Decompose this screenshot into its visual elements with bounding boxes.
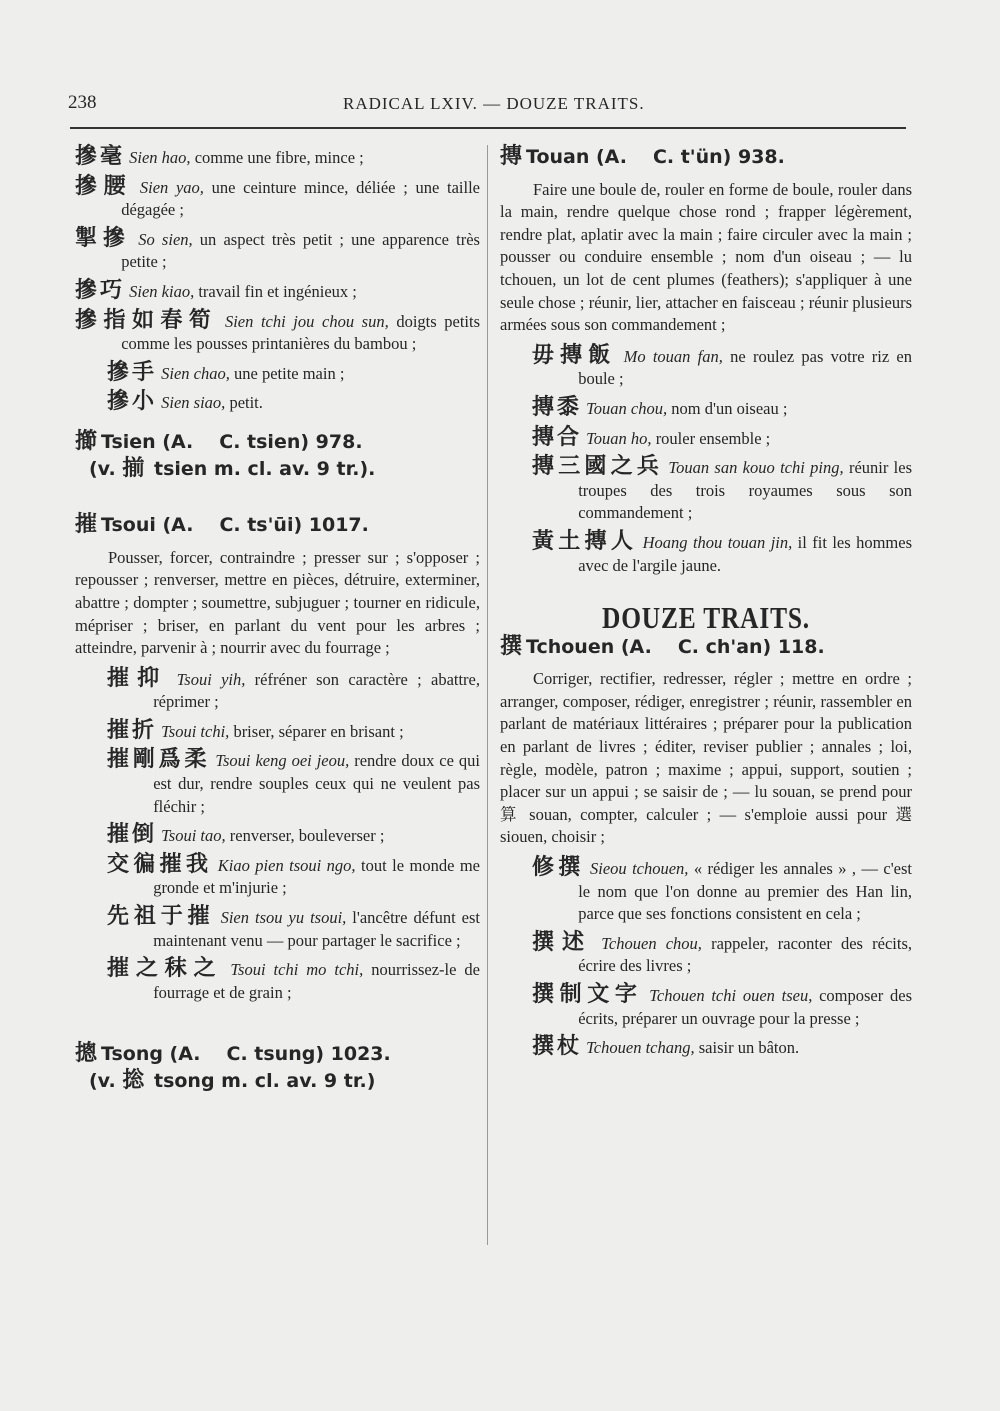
headword-reference: C. t'ün) 938. <box>652 146 785 168</box>
headword-character: 摶 <box>500 144 523 169</box>
example-entry <box>107 749 480 818</box>
translation: petit. <box>225 393 263 413</box>
headword-character: 摧 <box>75 512 98 538</box>
left-column <box>75 140 480 1093</box>
example-entry <box>107 359 480 386</box>
headword-reference: C. ch'an) 118. <box>677 635 825 658</box>
definition-touan: Faire une boule de, rouler en forme de boule, rouler dans la main, rendre quelque chose rond ; frapper légèrement, rendre plat, aplatir avec la main ; faire circuler avec la main ; pousser ou conduire ensemble ; nom d'un oiseau ; — lu tchouen, un lot de cent plumes (feathers); s'appliquer à une seule chose ; réunir, lier, attacher en faisceau ; réunir plusieurs armées sous son commandement ; <box>500 179 912 335</box>
header-rule <box>70 127 906 129</box>
chinese-characters: 摧之秣之 <box>107 956 223 982</box>
translation: travail fin et ingénieux ; <box>194 281 357 301</box>
translation: une petite main ; <box>229 363 345 383</box>
chinese-characters: 摻巧 <box>75 277 126 303</box>
xref-prefix: (v. <box>89 1070 123 1092</box>
headword-title: Tsoui (A. <box>101 514 194 537</box>
translation: nom d'un oiseau ; <box>667 398 788 418</box>
romanization: Touan san kouo tchi ping, <box>668 458 844 478</box>
chinese-characters: 摧倒 <box>107 822 158 848</box>
chinese-characters: 摧抑 <box>107 665 168 691</box>
translation: saisir un bâton. <box>694 1038 800 1058</box>
chinese-characters: 摶黍 <box>532 394 583 420</box>
romanization: Tsoui tao, <box>161 826 226 846</box>
xref-text: tsien m. cl. av. 9 tr.). <box>147 457 376 480</box>
chinese-characters: 摻腰 <box>75 173 133 199</box>
chinese-characters: 摻毫 <box>75 144 126 169</box>
xref-prefix: (v. <box>89 457 123 480</box>
chinese-characters: 摶合 <box>532 424 583 450</box>
translation: comme une fibre, mince ; <box>190 148 364 167</box>
headword-tsien <box>75 428 480 454</box>
chinese-characters: 修撰 <box>532 855 585 881</box>
section-title: DOUZE TRAITS. <box>602 600 810 636</box>
translation: ne roulez pas votre riz en boule ; <box>578 346 913 389</box>
translation: réunir les troupes des trois royaumes sous son commandement ; <box>578 458 913 523</box>
chinese-characters: 摧剛爲柔 <box>107 747 211 773</box>
headword-tchouen <box>500 633 912 659</box>
example-entry <box>75 173 480 222</box>
example-entry <box>107 717 480 744</box>
headword-title: Tsong (A. <box>101 1043 201 1066</box>
romanization: Sien tchi jou chou sun, <box>224 311 389 331</box>
romanization: Sien yao, <box>139 177 204 197</box>
headword-character: 摠 <box>75 1041 98 1067</box>
romanization: Tsoui tchi, <box>161 721 230 741</box>
translation: « rédiger les annales » , — c'est le nom que l'on donne au premier des Han lin, parce que ses fonctions consistent en cela ; <box>578 859 913 924</box>
headword-reference: C. ts'ūi) 1017. <box>219 514 369 537</box>
example-entry <box>75 225 480 274</box>
translation: il fit les hommes avec de l'argile jaune. <box>578 532 912 575</box>
romanization: Sien hao, <box>129 148 191 167</box>
example-entry <box>532 342 913 391</box>
chinese-characters: 掣摻 <box>75 225 132 251</box>
example-entry <box>532 394 912 421</box>
headword-title: Tsien (A. <box>101 430 194 453</box>
romanization: Tchouen tchi ouen tseu, <box>649 986 813 1005</box>
example-entry <box>532 1036 912 1060</box>
headword-title: Tchouen (A. <box>526 635 652 658</box>
romanization: Sien siao, <box>161 393 226 413</box>
chinese-characters: 撰杖 <box>532 1034 583 1060</box>
chinese-characters: 摶三國之兵 <box>532 454 664 480</box>
translation: réfréner son caractère ; abattre, réprimer ; <box>153 669 481 712</box>
headword-character: 撰 <box>500 633 523 659</box>
xref-text: tsong m. cl. av. 9 tr.) <box>147 1070 376 1092</box>
example-entry <box>107 391 480 415</box>
chinese-characters: 撰述 <box>532 929 593 955</box>
chinese-characters: 摻小 <box>107 389 158 415</box>
headword-character: 擳 <box>75 428 98 454</box>
column-divider <box>487 145 488 1245</box>
headword-tsong <box>75 1043 480 1066</box>
translation: rouler ensemble ; <box>651 428 771 448</box>
example-entry <box>107 665 481 714</box>
romanization: Tchouen chou, <box>601 933 702 953</box>
translation: renverser, bouleverser ; <box>225 826 385 846</box>
headword-title: Touan (A. <box>526 146 627 168</box>
cross-reference <box>89 455 480 481</box>
headword-tsoui <box>75 514 480 537</box>
example-entry <box>107 906 480 952</box>
romanization: Sien kiao, <box>129 281 195 301</box>
definition-tsoui: Pousser, forcer, contraindre ; presser sur ; s'opposer ; repousser ; renverser, mettre en pièces, détruire, exterminer, abattre ; dompter ; soumettre, subjuguer ; tourner en ridicule, mépriser ; briser, en parlant du vent pour les arbres ; atteindre, parvenir à ; nourrir avec du fourrage ; <box>75 547 480 658</box>
cross-reference <box>89 1070 480 1093</box>
headword-touan <box>500 146 912 169</box>
example-entry <box>75 146 480 170</box>
translation: un aspect très petit ; une apparence très petite ; <box>121 229 480 272</box>
chinese-characters: 撰制文字 <box>532 982 643 1007</box>
translation: rendre doux ce qui est dur, rendre souples ceux qui ne veulent pas fléchir ; <box>153 751 480 816</box>
translation: tout le monde me gronde et m'injurie ; <box>153 855 480 898</box>
example-entry <box>532 528 912 577</box>
example-entry <box>532 456 912 525</box>
example-entry <box>75 277 480 304</box>
example-entry <box>532 424 912 451</box>
chinese-characters: 交徧摧我 <box>107 851 213 877</box>
xref-character: 捴 <box>122 1068 148 1093</box>
example-entry <box>107 851 480 900</box>
translation: une ceinture mince, déliée ; une taille dégagée ; <box>121 177 480 220</box>
chinese-characters: 毋摶飯 <box>532 342 617 368</box>
example-entry <box>107 824 480 848</box>
right-column <box>500 140 912 1065</box>
chinese-characters: 摻手 <box>107 359 158 385</box>
example-entry <box>532 857 912 926</box>
translation: rappeler, raconter des récits, écrire des livres ; <box>578 933 912 976</box>
chinese-characters: 黃土摶人 <box>532 528 638 554</box>
chinese-characters: 摧折 <box>107 717 158 743</box>
running-title: RADICAL LXIV. — DOUZE TRAITS. <box>343 94 645 113</box>
chinese-characters: 摻指如春筍 <box>75 307 218 333</box>
romanization: Touan chou, <box>586 398 668 418</box>
example-entry <box>107 958 480 1004</box>
definition-tchouen: Corriger, rectifier, redresser, régler ; mettre en ordre ; arranger, composer, rédiger, enregistrer ; réunir, rassembler en parlant de matériaux littéraires ; préparer pour la publication en parlant de livres ; éditer, reviser publier ; annales ; loi, règle, modèle, patron ; maxime ; appui, support, soutien ; placer sur un appui ; se saisir de ; — lu souan, se prend pour 算 souan, compter, calculer ; — s'emploie aussi pour 選 siouen, choisir ; <box>500 669 912 847</box>
romanization: Tsoui tchi mo tchi, <box>230 960 364 980</box>
translation: composer des écrits, préparer un ouvrage pour la presse ; <box>578 986 912 1028</box>
romanization: Mo touan fan, <box>623 346 723 366</box>
translation: briser, séparer en brisant ; <box>229 721 404 741</box>
romanization: Tsoui keng oei jeou, <box>215 751 350 771</box>
page-number: 238 <box>68 92 97 113</box>
example-entry <box>532 984 912 1030</box>
translation: doigts petits comme les pousses printanières du bambou ; <box>121 311 480 354</box>
example-entry <box>75 307 480 356</box>
romanization: Sien tsou yu tsoui, <box>220 908 347 928</box>
headword-reference: C. tsung) 1023. <box>226 1043 391 1066</box>
romanization: Hoang thou touan jin, <box>642 532 793 552</box>
romanization: Sien chao, <box>161 363 230 383</box>
headword-reference: C. tsien) 978. <box>219 430 363 453</box>
romanization: Tsoui yih, <box>176 669 246 689</box>
example-entry <box>532 929 912 978</box>
romanization: Sieou tchouen, <box>590 859 689 879</box>
translation: nourrissez-le de fourrage et de grain ; <box>153 960 481 1002</box>
romanization: Tchouen tchang, <box>586 1038 695 1058</box>
romanization: So sien, <box>138 229 193 249</box>
chinese-characters: 先祖于摧 <box>107 904 215 930</box>
translation: l'ancêtre défunt est maintenant venu — pour partager le sacrifice ; <box>153 908 480 950</box>
romanization: Kiao pien tsoui ngo, <box>217 855 356 875</box>
romanization: Touan ho, <box>586 428 652 448</box>
xref-character: 揃 <box>122 455 148 481</box>
